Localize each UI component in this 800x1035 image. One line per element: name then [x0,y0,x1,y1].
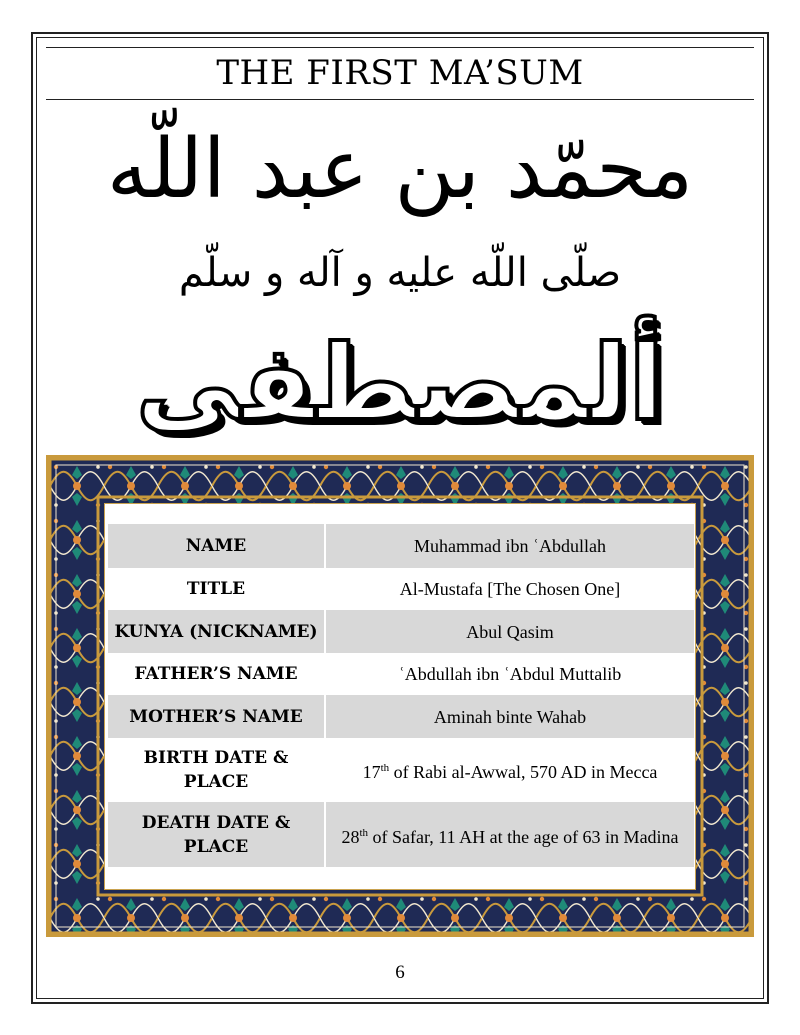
row-value: ʿAbdullah ibn ʿAbdul Muttalib [325,653,694,695]
arabic-title-calligraphy: ألمصطفى [135,322,665,444]
table-row [108,695,694,738]
table-row [108,568,694,610]
row-label [108,738,325,802]
row-label: NAME [108,524,325,568]
row-value-ordinal: th [359,826,369,839]
row-label: FATHER’S NAME [108,653,325,695]
row-value: Muhammad ibn ʿAbdullah [325,524,694,568]
row-label: KUNYA (NICKNAME) [108,610,325,653]
info-table-panel [104,503,696,890]
table-row [108,802,694,867]
row-value [325,738,694,802]
row-value: Abul Qasim [325,610,694,653]
table-row [108,738,694,802]
row-value-text: of Safar, 11 AH at the age of 63 in Madina [368,826,679,847]
arabic-name-calligraphy: محمّد بن عبد اللّه [106,122,694,217]
table-row [108,653,694,695]
row-value-text: of Rabi al-Awwal, 570 AD in Mecca [389,762,658,782]
arabic-salawat: صلّى اللّه عليه و آله و سلّم [178,250,622,296]
row-label [108,802,325,867]
row-value-ordinal: th [380,762,390,774]
table-row [108,524,694,568]
row-label: TITLE [108,568,325,610]
row-value [325,802,694,867]
page-number: 6 [395,962,405,983]
row-label-text: BIRTH DATE & PLACE [143,748,289,792]
row-value: Aminah binte Wahab [325,695,694,738]
row-label: MOTHER’S NAME [108,695,325,738]
info-table [108,524,694,867]
row-label-text: DEATH DATE & PLACE [141,812,291,857]
row-value-day: 28 [341,826,360,847]
row-value-day: 17 [362,762,381,782]
page-title: THE FIRST MA’SUM [216,53,584,93]
table-row [108,610,694,653]
row-value: Al-Mustafa [The Chosen One] [325,568,694,610]
title-bottom-rule [46,99,754,100]
